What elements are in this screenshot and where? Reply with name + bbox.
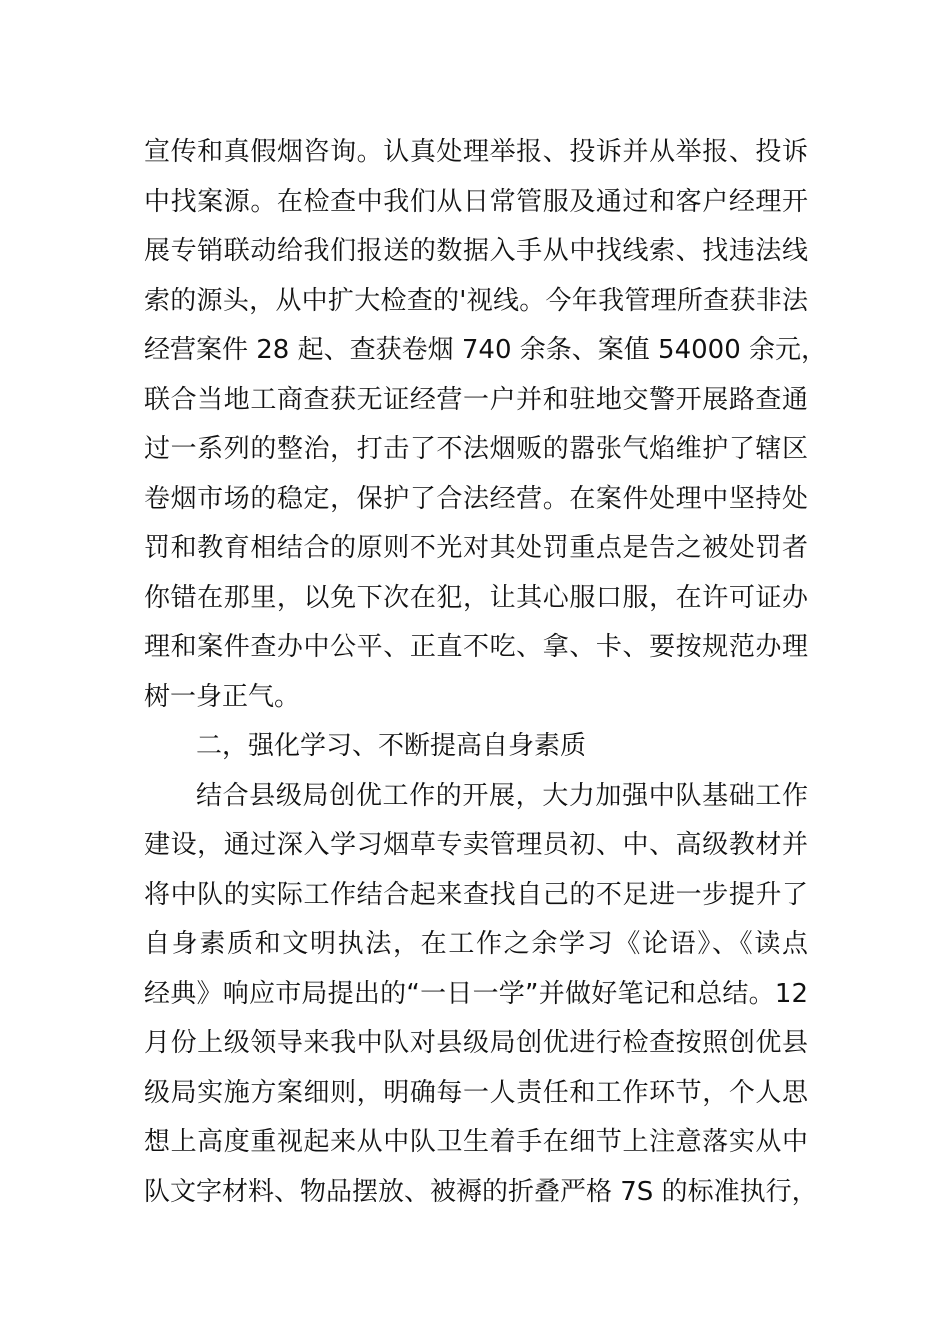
text-line: 月份上级领导来我中队对县级局创优进行检查按照创优县 <box>144 1028 808 1058</box>
text-line: 经典》响应市局提出的“一日一学”并做好笔记和总结。12 <box>144 978 808 1009</box>
text-line: 树一身正气。 <box>144 681 301 712</box>
text-line: 将中队的实际工作结合起来查找自己的不足进一步提升了 <box>144 879 808 910</box>
text-line: 中找案源。在检查中我们从日常管服及通过和客户经理开 <box>144 186 808 217</box>
text-line: 你错在那里，以免下次在犯，让其心服口服，在许可证办 <box>144 582 808 613</box>
text-line: 罚和教育相结合的原则不光对其处罚重点是告之被处罚者 <box>144 533 808 563</box>
document-body <box>144 128 828 1217</box>
text-line: 级局实施方案细则，明确每一人责任和工作环节，个人思 <box>144 1077 808 1108</box>
text-line: 结合县级局创优工作的开展，大力加强中队基础工作 <box>196 780 808 811</box>
text-line: 队文字材料、物品摆放、被褥的折叠严格 7S 的标准执行， <box>144 1176 818 1207</box>
text-line: 建设，通过深入学习烟草专卖管理员初、中、高级教材并 <box>144 830 808 860</box>
text-line: 联合当地工商查获无证经营一户并和驻地交警开展路查通 <box>144 384 808 415</box>
text-line: 理和案件查办中公平、正直不吃、拿、卡、要按规范办理 <box>144 632 808 662</box>
text-line: 经营案件 28 起、查获卷烟 740 余条、案值 54000 余元， <box>144 335 828 365</box>
text-line: 展专销联动给我们报送的数据入手从中找线索、找违法线 <box>144 236 808 266</box>
paragraph-case-handling <box>144 128 828 722</box>
text-line: 卷烟市场的稳定，保护了合法经营。在案件处理中坚持处 <box>144 483 808 514</box>
text-line: 想上高度重视起来从中队卫生着手在细节上注意落实从中 <box>144 1127 808 1157</box>
text-line: 宣传和真假烟咨询。认真处理举报、投诉并从举报、投诉 <box>144 137 808 167</box>
paragraph-study <box>144 772 818 1218</box>
text-line: 自身素质和文明执法，在工作之余学习《论语》、《读点 <box>144 929 808 959</box>
text-line: 过一系列的整治，打击了不法烟贩的嚣张气焰维护了辖区 <box>144 434 808 464</box>
section-heading: 二，强化学习、不断提高自身素质 <box>196 731 587 761</box>
text-line: 索的源头，从中扩大检查的'视线。今年我管理所查获非法 <box>144 285 808 316</box>
